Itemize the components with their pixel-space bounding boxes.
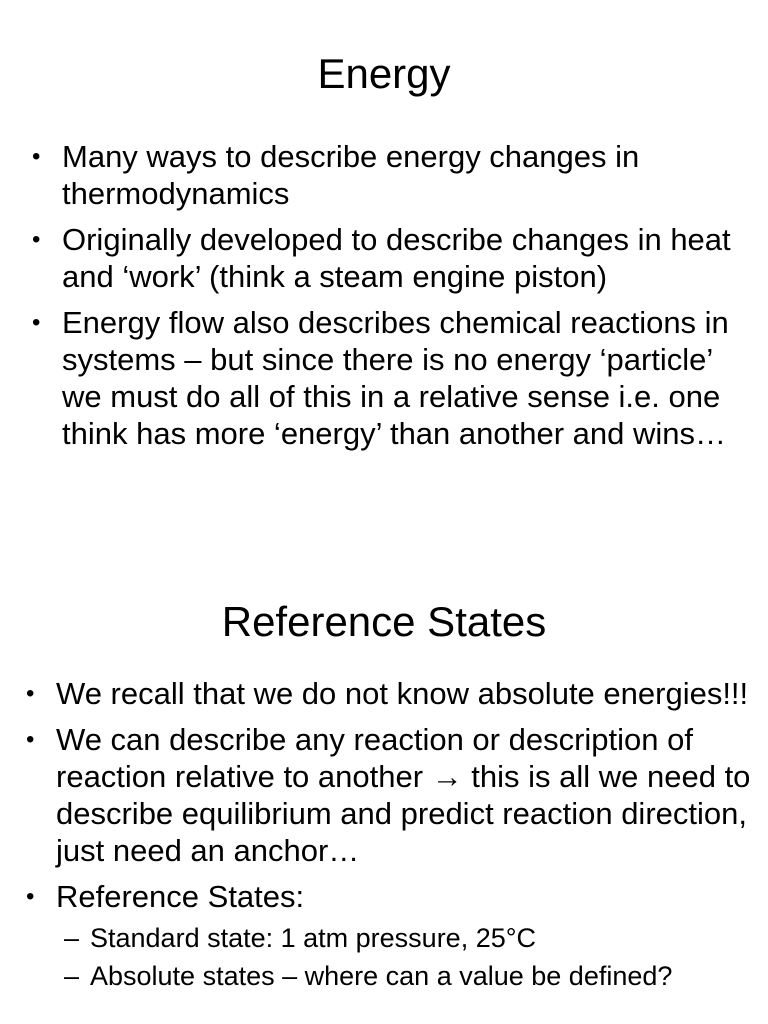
- sub-bullet-marker: –: [64, 961, 80, 991]
- sub-bullet-marker: –: [64, 923, 80, 953]
- slide-reference-states: [0, 590, 768, 1024]
- bullet-item: [26, 675, 756, 712]
- bullet-marker: •: [32, 143, 41, 170]
- bullet-text: Many ways to describe energy changes in thermodynamics: [62, 139, 640, 211]
- bullet-text: Energy flow also describes chemical reactions in systems – but since there is no energy ‘particle’ we must do all of this in a relative sense i.e. one think has more ‘energy’ than another and wins…: [62, 305, 729, 451]
- bullet-item: [32, 221, 752, 295]
- bullet-item: [26, 721, 756, 869]
- bullet-item: [26, 878, 756, 995]
- bullet-marker: •: [26, 883, 35, 910]
- bullet-marker: •: [26, 726, 35, 753]
- bullet-item: [32, 304, 752, 452]
- bullet-marker: •: [26, 680, 35, 707]
- bullet-text: We can describe any reaction or description of reaction relative to another → this is all we need to describe equilibrium and predict reaction direction, just need an anchor…: [56, 722, 751, 868]
- bullet-text: Originally developed to describe changes in heat and ‘work’ (think a steam engine piston): [62, 222, 731, 294]
- bullet-text: Reference States:: [56, 879, 305, 914]
- sub-bullet-text: Standard state: 1 atm pressure, 25°C: [90, 923, 537, 953]
- sub-bullet-item: [64, 957, 756, 995]
- bullet-marker: •: [32, 226, 41, 253]
- bullet-text: We recall that we do not know absolute energies!!!: [56, 676, 749, 711]
- sub-bullet-text: Absolute states – where can a value be defined?: [90, 961, 673, 991]
- sub-bullet-item: [64, 919, 756, 957]
- bullet-list: [32, 138, 752, 461]
- slide-title: Energy: [317, 50, 451, 97]
- bullet-item: [32, 138, 752, 212]
- bullet-list: [26, 675, 756, 1004]
- sub-bullet-list: [64, 919, 756, 995]
- bullet-marker: •: [32, 309, 41, 336]
- slide-title: Reference States: [221, 598, 547, 645]
